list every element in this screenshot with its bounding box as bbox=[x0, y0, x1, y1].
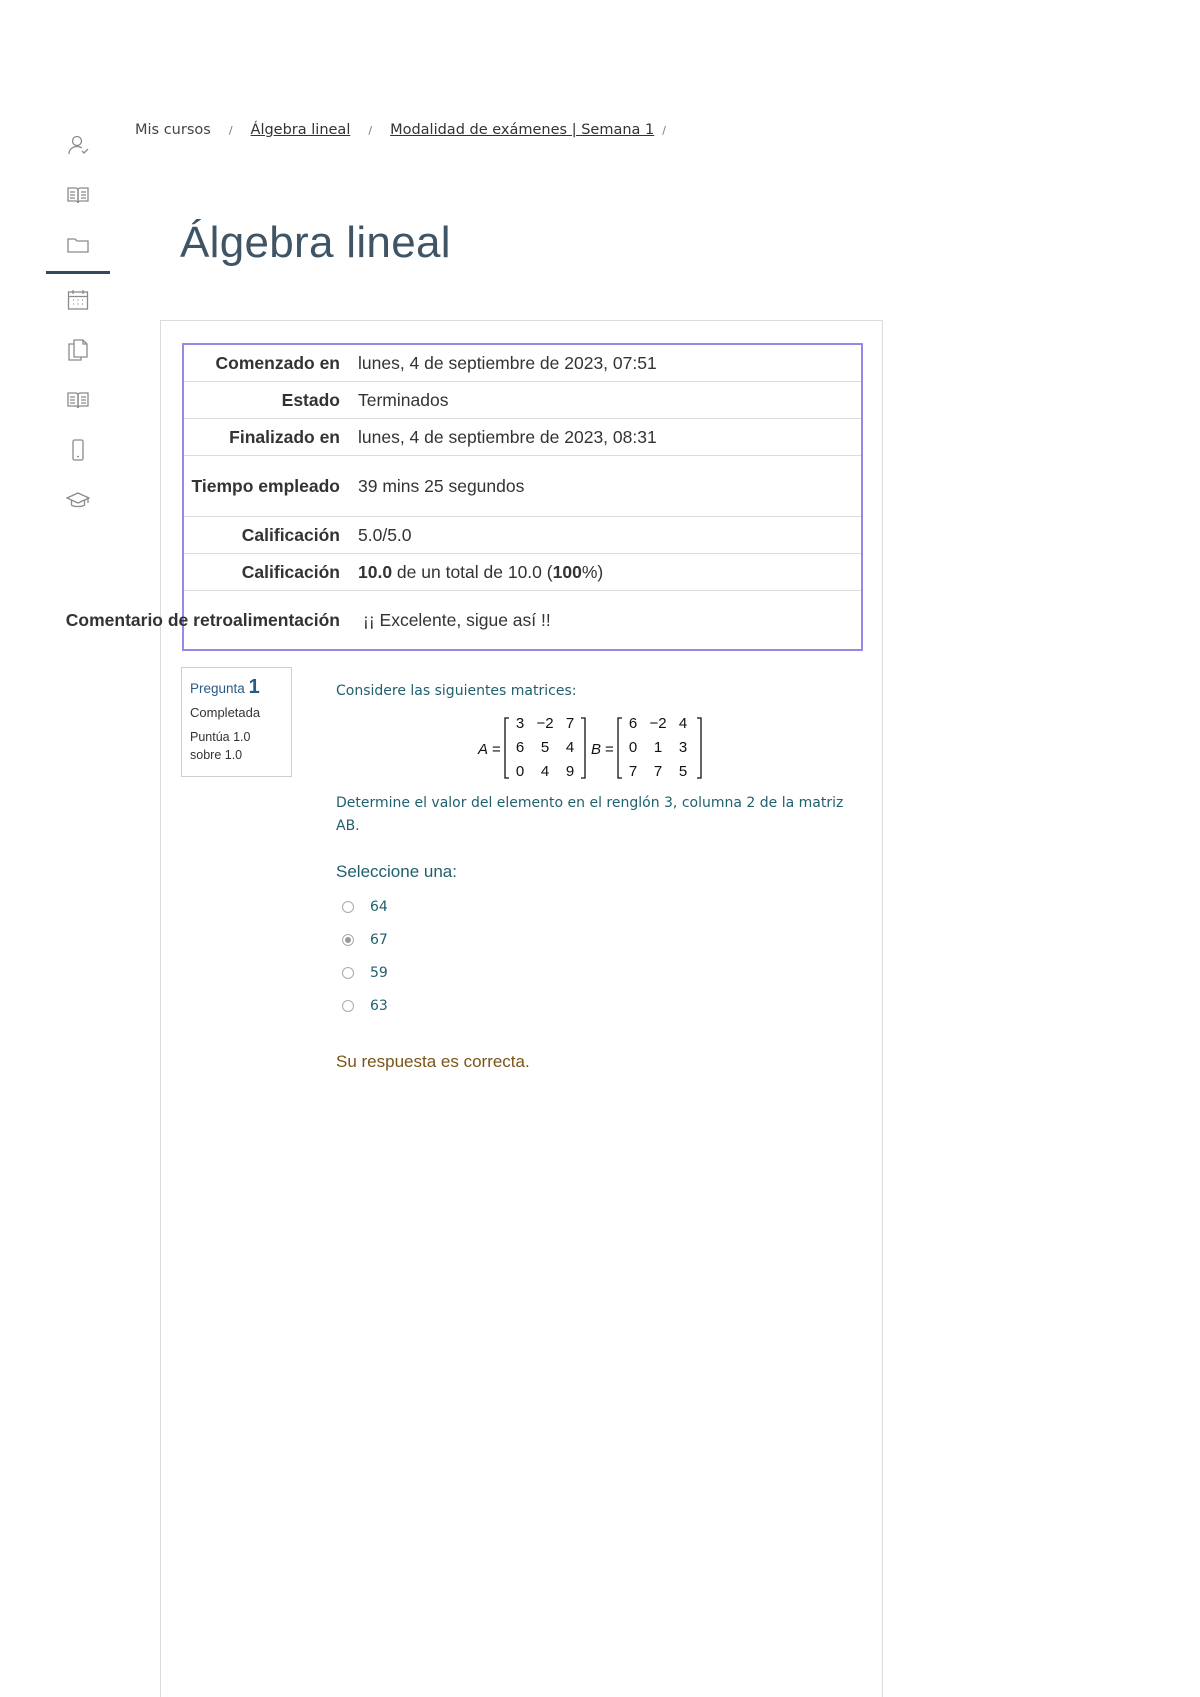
matrix-b-cell: 1 bbox=[653, 739, 663, 756]
page-title: Álgebra lineal bbox=[180, 218, 451, 267]
answer-options bbox=[342, 890, 388, 1022]
equals-sign: = bbox=[605, 741, 614, 758]
breadcrumb-course-link[interactable]: Álgebra lineal bbox=[250, 122, 351, 138]
breadcrumb-separator: / bbox=[228, 123, 233, 137]
answer-text: 67 bbox=[370, 931, 388, 948]
summary-label: Calificación bbox=[241, 561, 340, 582]
matrix-a bbox=[516, 715, 574, 780]
mobile-icon bbox=[66, 438, 90, 462]
matrix-a-name: A bbox=[478, 741, 489, 758]
matrix-a-cell: 4 bbox=[565, 739, 575, 756]
summary-label: Estado bbox=[281, 389, 340, 410]
matrix-a-cell: 6 bbox=[515, 739, 525, 756]
matrix-b-cell: 7 bbox=[653, 763, 663, 780]
graduation-cap-icon bbox=[66, 488, 90, 512]
summary-row-finished bbox=[184, 418, 861, 455]
calendar-icon bbox=[66, 288, 90, 312]
grade-percent: 100 bbox=[552, 561, 582, 582]
question-number bbox=[190, 676, 283, 699]
matrices-figure bbox=[470, 712, 710, 784]
matrix-b-cell: 0 bbox=[628, 739, 638, 756]
book-icon bbox=[66, 388, 90, 412]
summary-row-feedback bbox=[65, 590, 861, 649]
matrix-b bbox=[629, 715, 687, 780]
matrix-a-cell: 9 bbox=[565, 763, 575, 780]
matrix-b-cell: 4 bbox=[678, 715, 688, 732]
answer-option[interactable] bbox=[342, 923, 388, 956]
answer-option[interactable] bbox=[342, 956, 388, 989]
summary-row-state bbox=[184, 381, 861, 418]
matrix-a-cell: 0 bbox=[515, 763, 525, 780]
matrix-b-cell: 7 bbox=[628, 763, 638, 780]
select-one-label: Seleccione una: bbox=[336, 862, 457, 881]
summary-value: 39 mins 25 segundos bbox=[358, 475, 525, 496]
matrix-b-cell: 5 bbox=[678, 763, 688, 780]
matrix-b-cell: 6 bbox=[628, 715, 638, 732]
sidebar-item-graduation[interactable] bbox=[45, 480, 111, 520]
matrices-equation bbox=[470, 712, 710, 788]
summary-label: Tiempo empleado bbox=[191, 475, 340, 496]
book-icon bbox=[66, 183, 90, 207]
summary-row-marks bbox=[184, 516, 861, 553]
matrix-a-cell: 7 bbox=[565, 715, 575, 732]
answer-text: 59 bbox=[370, 964, 388, 981]
summary-value: Terminados bbox=[358, 389, 449, 410]
matrix-a-cell: 5 bbox=[540, 739, 550, 756]
summary-label: Comentario de retroalimentación bbox=[65, 609, 340, 630]
breadcrumb-separator: / bbox=[662, 123, 666, 137]
answer-text: 63 bbox=[370, 997, 388, 1014]
answer-text: 64 bbox=[370, 898, 388, 915]
summary-label: Calificación bbox=[241, 524, 340, 545]
sidebar-item-files[interactable] bbox=[45, 225, 111, 265]
summary-value: lunes, 4 de septiembre de 2023, 07:51 bbox=[358, 352, 657, 373]
user-icon bbox=[66, 133, 90, 157]
question-mark: Puntúa 1.0 sobre 1.0 bbox=[190, 730, 251, 762]
sidebar-item-calendar[interactable] bbox=[45, 280, 111, 320]
sidebar-item-courses[interactable] bbox=[45, 175, 111, 215]
summary-value: ¡¡ Excelente, sigue así !! bbox=[363, 609, 551, 630]
summary-label: Comenzado en bbox=[215, 352, 340, 373]
grade-percent-suffix: %) bbox=[581, 561, 604, 582]
sidebar-item-library[interactable] bbox=[45, 380, 111, 420]
matrix-a-cell: 3 bbox=[515, 715, 525, 732]
summary-row-time-taken bbox=[184, 455, 861, 516]
sidebar-item-documents[interactable] bbox=[45, 330, 111, 370]
question-intro: Considere las siguientes matrices: bbox=[336, 683, 577, 699]
answer-radio-selected[interactable] bbox=[342, 934, 354, 946]
summary-value: 5.0/5.0 bbox=[358, 524, 412, 545]
breadcrumb-my-courses[interactable]: Mis cursos bbox=[135, 122, 211, 138]
matrix-a-cell: 4 bbox=[540, 763, 550, 780]
summary-row-started bbox=[184, 345, 861, 381]
matrix-a-cell: −2 bbox=[536, 715, 554, 732]
matrix-b-cell: −2 bbox=[649, 715, 667, 732]
attempt-summary-table bbox=[65, 343, 863, 651]
breadcrumb bbox=[135, 122, 684, 138]
question-label: Pregunta bbox=[190, 681, 245, 696]
question-text bbox=[336, 680, 856, 703]
summary-row-grade bbox=[184, 553, 861, 590]
grade-total-text: de un total de 10.0 ( bbox=[392, 561, 553, 582]
answer-radio[interactable] bbox=[342, 967, 354, 979]
question-number-value: 1 bbox=[248, 676, 260, 698]
summary-value: lunes, 4 de septiembre de 2023, 08:31 bbox=[358, 426, 657, 447]
question-prompt: Determine el valor del elemento en el renglón 3, columna 2 de la matriz AB. bbox=[336, 795, 844, 834]
folder-icon bbox=[66, 233, 90, 257]
matrix-b-name: B bbox=[591, 741, 602, 758]
sidebar-item-profile[interactable] bbox=[45, 125, 111, 165]
answer-feedback: Su respuesta es correcta. bbox=[336, 1052, 530, 1071]
question-info-box bbox=[181, 667, 292, 777]
answer-radio[interactable] bbox=[342, 901, 354, 913]
equals-sign: = bbox=[492, 741, 501, 758]
answer-option[interactable] bbox=[342, 989, 388, 1022]
sidebar-active-indicator bbox=[46, 271, 110, 274]
breadcrumb-section-link[interactable]: Modalidad de exámenes | Semana 1 bbox=[390, 122, 655, 138]
summary-label: Finalizado en bbox=[229, 426, 340, 447]
matrix-b-cell: 3 bbox=[678, 739, 688, 756]
breadcrumb-separator: / bbox=[368, 123, 373, 137]
question-state: Completada bbox=[190, 705, 261, 720]
answer-option[interactable] bbox=[342, 890, 388, 923]
sidebar-item-mobile[interactable] bbox=[45, 430, 111, 470]
answer-radio[interactable] bbox=[342, 1000, 354, 1012]
documents-icon bbox=[66, 338, 90, 362]
summary-value bbox=[354, 554, 861, 590]
grade-value: 10.0 bbox=[358, 561, 393, 582]
